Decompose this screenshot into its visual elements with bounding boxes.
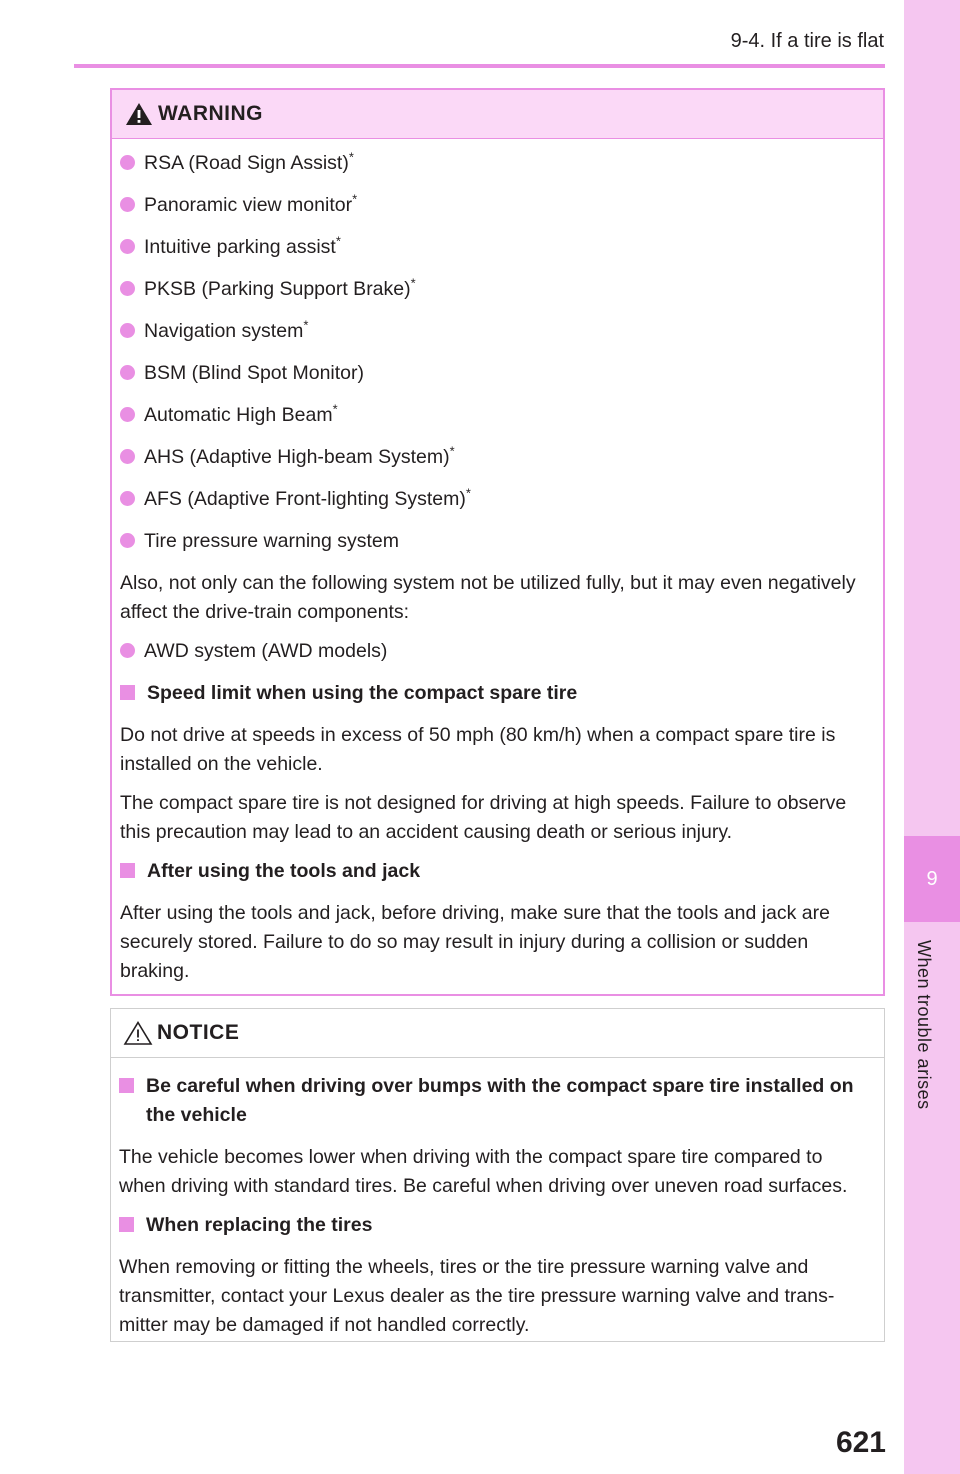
list-item bbox=[120, 637, 867, 666]
chapter-number-box bbox=[904, 836, 960, 922]
list-item bbox=[120, 359, 867, 388]
bullet-dot bbox=[120, 449, 135, 464]
warning-content bbox=[112, 139, 883, 986]
bullet-dot bbox=[120, 323, 135, 338]
list-item-text: Automatic High Beam bbox=[144, 404, 333, 426]
section-heading-text: Speed limit when using the compact spare tire bbox=[147, 682, 578, 704]
chapter-number: 9 bbox=[926, 867, 938, 890]
bumps-paragraph: The vehicle becomes lower when driving with the compact spare tire compared to when driving with standard tires. Be careful when driving over uneven road surfaces. bbox=[119, 1146, 848, 1197]
section-heading-text: When replacing the tires bbox=[146, 1214, 373, 1236]
notice-box bbox=[110, 1008, 885, 1342]
speed-paragraph-1: Do not drive at speeds in excess of 50 mph (80 km/h) when a compact spare tire is installed on the vehicle. bbox=[120, 724, 836, 775]
list-item bbox=[120, 443, 867, 472]
section-heading-replacing-tires bbox=[119, 1211, 868, 1240]
notice-content bbox=[111, 1058, 884, 1340]
footnote-mark: * bbox=[449, 443, 455, 459]
list-item-text: Intuitive parking assist bbox=[144, 236, 336, 258]
warning-triangle-filled-icon bbox=[124, 101, 154, 127]
list-item bbox=[120, 275, 867, 304]
speed-paragraph-2: The compact spare tire is not designed for driving at high speeds. Failure to observe this precaution may lead to an accident causing death or serious injury. bbox=[120, 792, 847, 843]
square-bullet bbox=[120, 863, 135, 878]
warning-bullet-list bbox=[120, 149, 867, 556]
notice-heading bbox=[111, 1009, 884, 1058]
footnote-mark: * bbox=[352, 191, 358, 207]
footnote-mark: * bbox=[465, 485, 471, 501]
list-item bbox=[120, 485, 867, 514]
list-item-text: Navigation system bbox=[144, 320, 304, 342]
side-tab bbox=[904, 0, 960, 1474]
footnote-mark: * bbox=[335, 233, 341, 249]
square-bullet bbox=[120, 685, 135, 700]
chapter-label: When trouble arises bbox=[914, 940, 934, 1110]
footnote-mark: * bbox=[332, 401, 338, 417]
warning-triangle-outline-icon bbox=[123, 1020, 153, 1046]
warning-heading-text: WARNING bbox=[158, 102, 263, 125]
footnote-mark: * bbox=[410, 275, 416, 291]
bullet-dot bbox=[120, 197, 135, 212]
page-section-title: 9-4. If a tire is flat bbox=[730, 30, 884, 52]
bullet-dot bbox=[120, 155, 135, 170]
also-paragraph: Also, not only can the following system not be utilized fully, but it may even negatively affect the drive-train components: bbox=[120, 572, 856, 623]
header-rule bbox=[74, 64, 885, 68]
bullet-dot bbox=[120, 491, 135, 506]
list-item-text: Tire pressure warning system bbox=[144, 530, 400, 552]
list-item bbox=[120, 191, 867, 220]
square-bullet bbox=[119, 1078, 134, 1093]
tools-paragraph: After using the tools and jack, before driving, make sure that the tools and jack are securely stored. Failure to do so may result in injury during a collision or sudden braking. bbox=[120, 902, 830, 982]
page-number: 621 bbox=[835, 1426, 886, 1459]
section-heading-bumps bbox=[119, 1072, 868, 1130]
bullet-dot bbox=[120, 281, 135, 296]
list-item bbox=[120, 149, 867, 178]
list-item-text: AWD system (AWD models) bbox=[144, 640, 388, 662]
replace-paragraph: When removing or fitting the wheels, tires or the tire pressure warning valve and transmitter, contact your Lexus dealer as the tire pressure warning valve and trans-mitter may be damaged if not handled correctly. bbox=[119, 1256, 835, 1336]
list-item-text: PKSB (Parking Support Brake) bbox=[144, 278, 411, 300]
bullet-dot bbox=[120, 643, 135, 658]
list-item bbox=[120, 527, 867, 556]
bullet-dot bbox=[120, 365, 135, 380]
list-item-text: AFS (Adaptive Front-lighting System) bbox=[144, 488, 466, 510]
bullet-dot bbox=[120, 239, 135, 254]
section-heading-text: After using the tools and jack bbox=[147, 860, 421, 882]
list-item bbox=[120, 317, 867, 346]
list-item-text: RSA (Road Sign Assist) bbox=[144, 152, 349, 174]
bullet-dot bbox=[120, 407, 135, 422]
footnote-mark: * bbox=[348, 149, 354, 165]
section-heading-text: Be careful when driving over bumps with the compact spare tire installed on the vehicle bbox=[146, 1075, 854, 1126]
warning-heading bbox=[112, 90, 883, 139]
square-bullet bbox=[119, 1217, 134, 1232]
notice-heading-text: NOTICE bbox=[157, 1021, 240, 1044]
list-item bbox=[120, 401, 867, 430]
bullet-dot bbox=[120, 533, 135, 548]
list-item-text: BSM (Blind Spot Monitor) bbox=[144, 362, 364, 384]
list-item-text: Panoramic view monitor bbox=[144, 194, 353, 216]
footnote-mark: * bbox=[303, 317, 309, 333]
list-item-text: AHS (Adaptive High-beam System) bbox=[144, 446, 450, 468]
list-item bbox=[120, 233, 867, 262]
warning-box bbox=[110, 88, 885, 996]
section-heading-speed-limit bbox=[120, 679, 867, 708]
section-heading-tools-jack bbox=[120, 857, 867, 886]
